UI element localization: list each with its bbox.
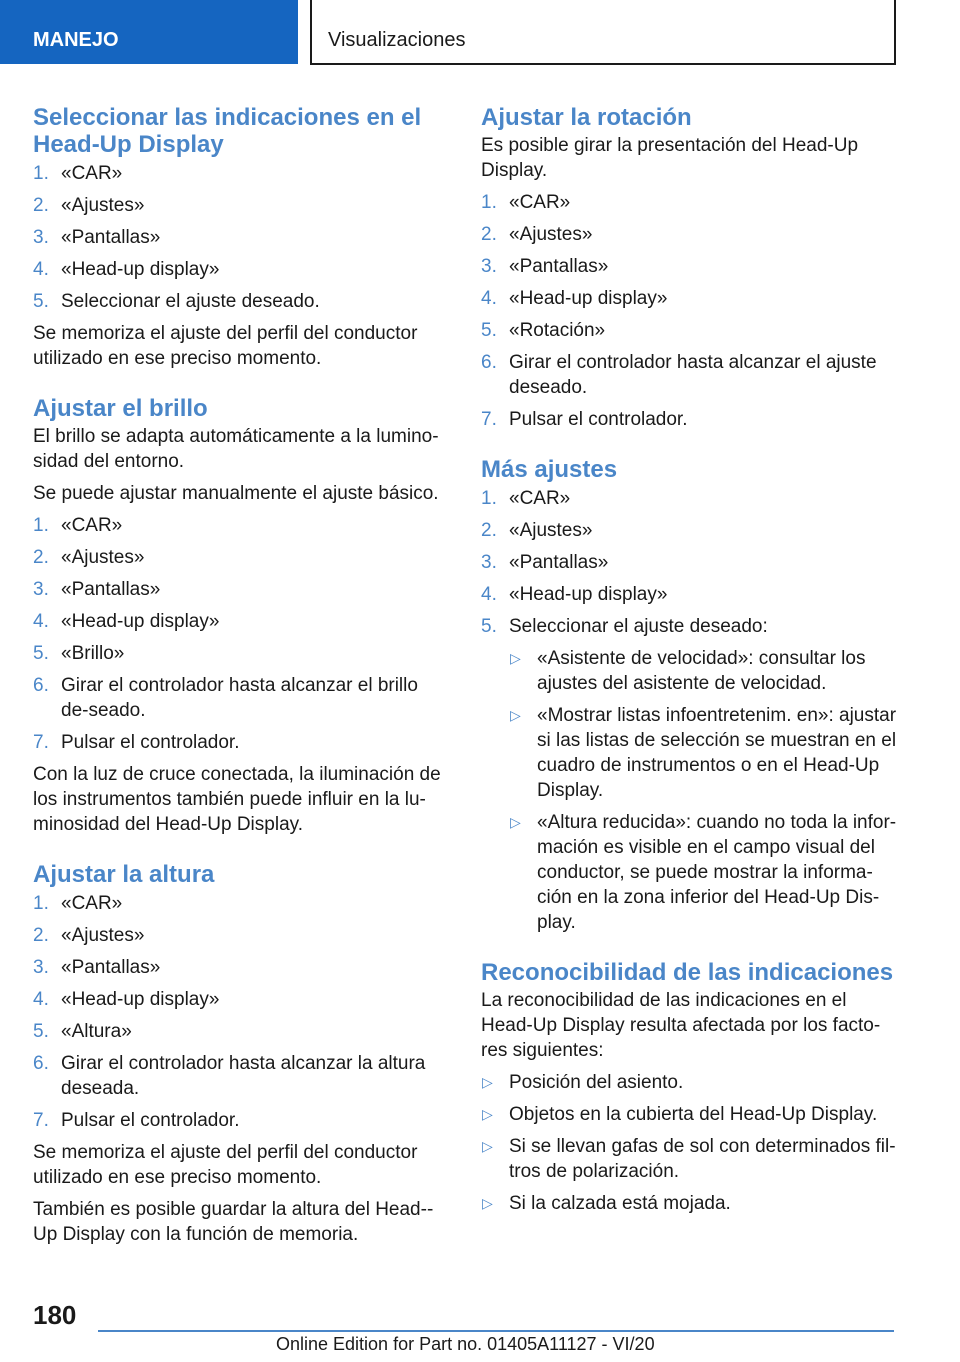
rotation-intro: Es posible girar la presentación del Head-Up Display.	[481, 135, 859, 181]
steps-rotation	[481, 190, 899, 432]
heading-recognizability: Reconocibilidad de las indicaciones	[481, 959, 894, 986]
factors-list	[481, 1070, 899, 1216]
list-item: 6. Girar el controlador hasta alcanzar la altura deseada.	[33, 1053, 426, 1099]
heading-height: Ajustar la altura	[33, 861, 215, 888]
page-number: 180	[33, 1300, 77, 1330]
list-item: 1. «CAR»	[481, 488, 571, 509]
list-item: 3. «Pantallas»	[33, 957, 161, 978]
list-item: 1. «CAR»	[33, 515, 123, 536]
footer-edition: Online Edition for Part no. 01405A11127 - VI/20	[276, 1334, 655, 1354]
steps-more-settings	[481, 486, 899, 935]
brightness-manual: Se puede ajustar manualmente el ajuste básico.	[33, 483, 439, 504]
steps-select-indications	[33, 161, 445, 314]
list-item: 4. «Head-up display»	[33, 989, 220, 1010]
list-item: ▷ Posición del asiento.	[482, 1072, 684, 1093]
list-item: 5. Seleccionar el ajuste deseado.	[33, 291, 320, 312]
right-column	[481, 100, 899, 1223]
list-item: ▷ Si la calzada está mojada.	[482, 1193, 731, 1214]
list-item: 1. «CAR»	[33, 163, 123, 184]
list-item: 2. «Ajustes»	[33, 547, 145, 568]
list-item: 7. Pulsar el controlador.	[481, 409, 688, 430]
height-note-profile: Se memoriza el ajuste del perfil del conductor utilizado en ese preciso momento.	[33, 1142, 418, 1188]
recognizability-intro: La reconocibilidad de las indicaciones en el Head-Up Display resulta afectada por los facto-res siguientes:	[481, 990, 881, 1061]
list-item: 3. «Pantallas»	[481, 552, 609, 573]
triangle-bullet-icon: ▷	[482, 1195, 493, 1211]
options-list	[509, 646, 899, 935]
triangle-bullet-icon: ▷	[482, 1106, 493, 1122]
list-item: 1. «CAR»	[33, 893, 123, 914]
list-item: 5. «Brillo»	[33, 643, 125, 664]
list-item: 6. Girar el controlador hasta alcanzar el brillo de-seado.	[33, 675, 418, 721]
list-item: 5. «Rotación»	[481, 320, 606, 341]
triangle-bullet-icon: ▷	[510, 650, 521, 666]
list-item: 2. «Ajustes»	[33, 925, 145, 946]
height-note-memory: También es posible guardar la altura del Head--Up Display con la función de memoria.	[33, 1199, 434, 1245]
heading-select-indications: Seleccionar las indicaciones en el Head-Up Display	[33, 104, 422, 158]
steps-brightness	[33, 513, 445, 755]
left-column	[33, 100, 445, 1254]
brightness-note: Con la luz de cruce conectada, la iluminación de los instrumentos también puede influir en la lu-minosidad del Head-Up Display.	[33, 764, 441, 835]
list-item: ▷ «Altura reducida»: cuando no toda la infor-mación es visible en el campo visual del conductor, se puede mostrar la informa-ción en la zona inferior del Head-Up Dis-play.	[510, 812, 897, 933]
list-item: 4. «Head-up display»	[33, 611, 220, 632]
triangle-bullet-icon: ▷	[510, 707, 521, 723]
triangle-bullet-icon: ▷	[510, 814, 521, 830]
list-item: 7. Pulsar el controlador.	[33, 732, 240, 753]
chapter-title: Visualizaciones	[310, 0, 896, 65]
list-item: 1. «CAR»	[481, 192, 571, 213]
list-item: 6. Girar el controlador hasta alcanzar el ajuste deseado.	[481, 352, 877, 398]
heading-brightness: Ajustar el brillo	[33, 395, 208, 422]
list-item: ▷ «Asistente de velocidad»: consultar los ajustes del asistente de velocidad.	[510, 648, 866, 694]
list-item: ▷ Objetos en la cubierta del Head-Up Display.	[482, 1104, 878, 1125]
steps-height	[33, 891, 445, 1133]
list-item: 7. Pulsar el controlador.	[33, 1110, 240, 1131]
list-item: 2. «Ajustes»	[481, 520, 593, 541]
list-item: 3. «Pantallas»	[481, 256, 609, 277]
footer-divider	[98, 1330, 894, 1332]
heading-more-settings: Más ajustes	[481, 456, 618, 483]
list-item: ▷ Si se llevan gafas de sol con determinados fil-tros de polarización.	[482, 1136, 896, 1182]
list-item: 4. «Head-up display»	[33, 259, 220, 280]
triangle-bullet-icon: ▷	[482, 1074, 493, 1090]
section-tab: MANEJO	[0, 0, 298, 64]
list-item: 2. «Ajustes»	[481, 224, 593, 245]
list-item: 4. «Head-up display»	[481, 288, 668, 309]
note-profile: Se memoriza el ajuste del perfil del conductor utilizado en ese preciso momento.	[33, 323, 418, 369]
list-item: 3. «Pantallas»	[33, 227, 161, 248]
list-item: 4. «Head-up display»	[481, 584, 668, 605]
brightness-intro: El brillo se adapta automáticamente a la lumino-sidad del entorno.	[33, 426, 439, 472]
heading-rotation: Ajustar la rotación	[481, 104, 692, 131]
list-item: 2. «Ajustes»	[33, 195, 145, 216]
triangle-bullet-icon: ▷	[482, 1138, 493, 1154]
list-item: 3. «Pantallas»	[33, 579, 161, 600]
list-item: ▷ «Mostrar listas infoentretenim. en»: ajustar si las listas de selección se muestran en el cuadro de instrumentos o en el Head-Up Display.	[510, 705, 897, 801]
list-item: 5. «Altura»	[33, 1021, 132, 1042]
list-item: 5. Seleccionar el ajuste deseado: ▷ «Asistente de velocidad»: consultar los ajustes del asistente de velocidad. ▷ «Mostrar listas infoentretenim. en»: ajustar si las listas de selección se muestran en el cuadro de instrumentos o en el Head-Up Display. ▷ «Altura reducida»: cuando no toda la infor-mación es visible en el campo visual del conductor, se puede mostrar la informa-ción en la zona inferior del Head-Up Dis-play.	[481, 614, 899, 935]
